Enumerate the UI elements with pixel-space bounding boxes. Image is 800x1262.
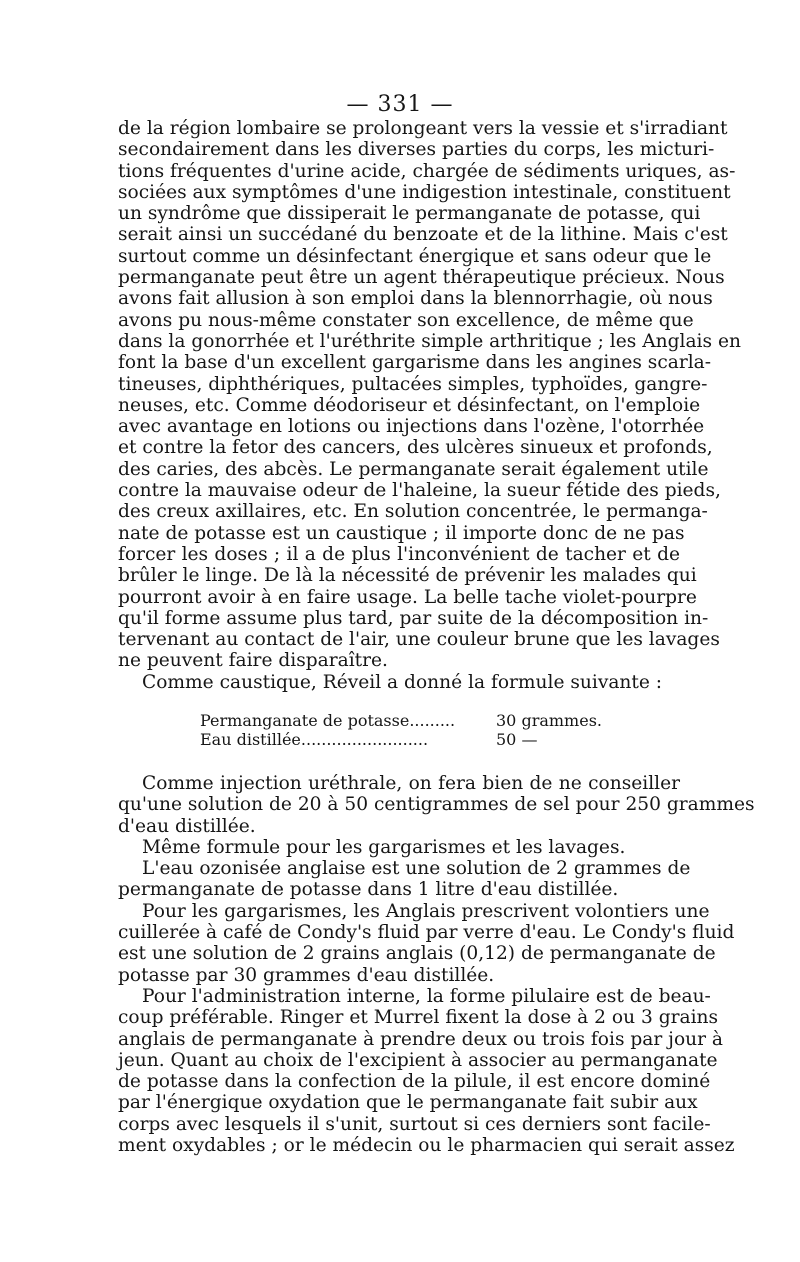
text-line: avons fait allusion à son emploi dans la blennorrhagie, où nous — [118, 288, 713, 310]
text-line: jeun. Quant au choix de l'excipient à associer au permanganate — [118, 1049, 718, 1071]
text-line: sociées aux symptômes d'une indigestion intestinale, constituent — [118, 181, 731, 203]
page-number: — 331 — — [346, 92, 454, 117]
text-line: ment oxydables ; or le médecin ou le pharmacien qui serait assez — [118, 1135, 735, 1157]
formula-block — [200, 712, 600, 749]
text-line: serait ainsi un succédané du benzoate et de la lithine. Mais c'est — [118, 224, 728, 246]
text-line: permanganate peut être un agent thérapeutique précieux. Nous — [118, 267, 725, 289]
text-line: Pour l'administration interne, la forme pilulaire est de beau- — [142, 985, 711, 1007]
text-line: contre la mauvaise odeur de l'haleine, la sueur fétide des pieds, — [118, 480, 721, 502]
text-line: Comme injection uréthrale, on fera bien de ne conseiller — [142, 773, 680, 794]
formula-row — [200, 731, 600, 750]
body-text-paragraph-2 — [118, 773, 755, 1157]
text-line: est une solution de 2 grains anglais (0,12) de permanganate de — [118, 943, 716, 965]
text-line: potasse par 30 grammes d'eau distillée. — [118, 964, 495, 986]
text-line: ne peuvent faire disparaître. — [118, 650, 388, 672]
text-line: permanganate de potasse dans 1 litre d'eau distillée. — [118, 879, 619, 901]
text-line: tions fréquentes d'urine acide, chargée de sédiments uriques, as- — [118, 160, 736, 182]
text-line: de la région lombaire se prolongeant vers la vessie et s'irradiant — [118, 118, 728, 139]
text-line: de potasse dans la confection de la pilule, il est encore dominé — [118, 1071, 711, 1093]
text-line: secondairement dans les diverses parties du corps, les micturi- — [118, 139, 715, 161]
text-line: qu'une solution de 20 à 50 centigrammes de sel pour 250 grammes — [118, 794, 755, 816]
text-line: L'eau ozonisée anglaise est une solution de 2 grammes de — [142, 858, 691, 880]
text-line: et contre la fetor des cancers, des ulcères sinueux et profonds, — [118, 437, 713, 459]
formula-quantity: 50 — — [496, 729, 538, 749]
text-line: coup préférable. Ringer et Murrel fixent la dose à 2 ou 3 grains — [118, 1007, 719, 1029]
text-line: forcer les doses ; il a de plus l'inconvénient de tacher et de — [118, 543, 680, 565]
text-line: font la base d'un excellent gargarisme dans les angines scarla- — [118, 352, 712, 374]
text-line: des caries, des abcès. Le permanganate serait également utile — [118, 458, 709, 480]
text-line: neuses, etc. Comme déodoriseur et désinfectant, on l'emploie — [118, 394, 701, 416]
text-line: tineuses, diphthériques, pultacées simples, typhoïdes, gangre- — [118, 373, 708, 395]
text-line: corps avec lesquels il s'unit, surtout si ces derniers sont facile- — [118, 1113, 711, 1135]
text-line: un syndrôme que dissiperait le permanganate de potasse, qui — [118, 203, 701, 225]
text-line: avec avantage en lotions ou injections dans l'ozène, l'otorrhée — [118, 416, 705, 438]
text-line: anglais de permanganate à prendre deux ou trois fois par jour à — [118, 1028, 723, 1050]
formula-ingredient: Eau distillée......................... — [200, 729, 429, 749]
text-line: nate de potasse est un caustique ; il importe donc de ne pas — [118, 522, 685, 544]
text-line: Comme caustique, Réveil a donné la formule suivante : — [142, 671, 663, 693]
formula-ingredient: Permanganate de potasse......... — [200, 711, 456, 730]
body-text-paragraph-1 — [118, 118, 741, 693]
text-line: des creux axillaires, etc. En solution concentrée, le permanga- — [118, 501, 708, 523]
text-line: tervenant au contact de l'air, une couleur brune que les lavages — [118, 629, 720, 651]
formula-quantity: 30 grammes. — [496, 711, 602, 730]
text-line: d'eau distillée. — [118, 815, 256, 837]
text-line: Pour les gargarismes, les Anglais prescrivent volontiers une — [142, 900, 710, 922]
text-line: Même formule pour les gargarismes et les lavages. — [142, 836, 626, 858]
text-line: brûler le linge. De là la nécessité de prévenir les malades qui — [118, 565, 697, 587]
text-line: surtout comme un désinfectant énergique et sans odeur que le — [118, 245, 712, 267]
text-line: par l'énergique oxydation que le permanganate fait subir aux — [118, 1092, 698, 1114]
text-line: cuillerée à café de Condy's fluid par verre d'eau. Le Condy's fluid — [118, 922, 735, 944]
formula-row — [200, 712, 600, 731]
text-line: avons pu nous-même constater son excellence, de même que — [118, 309, 694, 331]
text-line: pourront avoir à en faire usage. La belle tache violet-pourpre — [118, 586, 697, 608]
text-line: dans la gonorrhée et l'uréthrite simple arthritique ; les Anglais en — [118, 330, 741, 352]
text-line: qu'il forme assume plus tard, par suite de la décomposition in- — [118, 607, 709, 629]
